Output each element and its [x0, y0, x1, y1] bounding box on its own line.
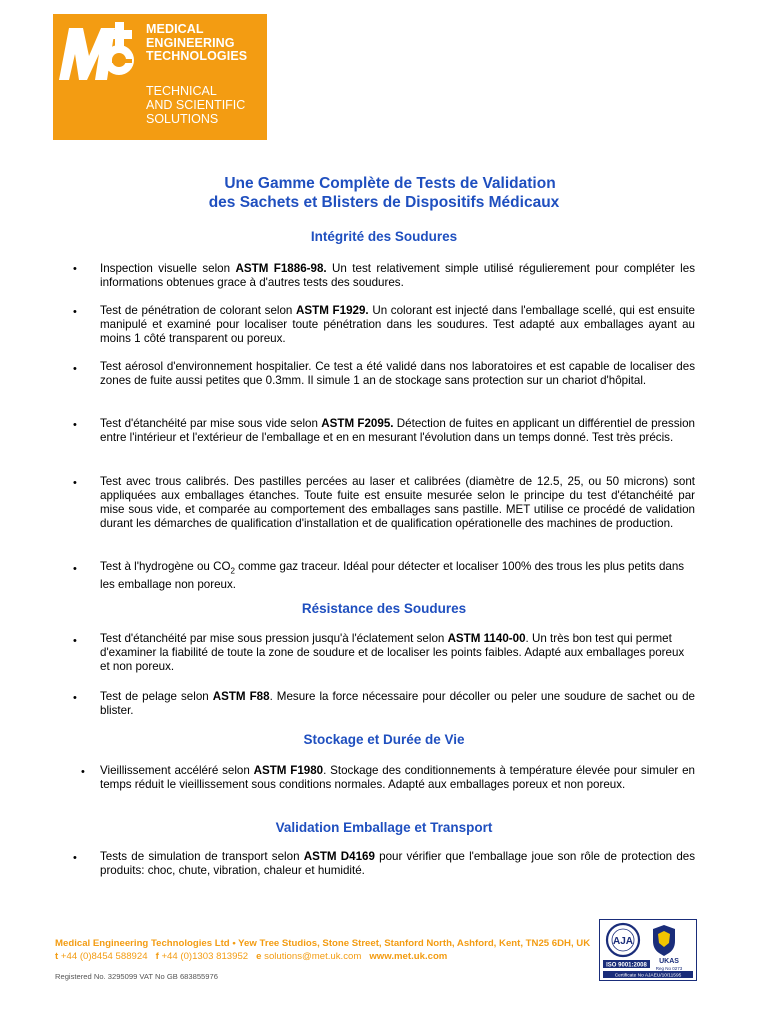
section-heading: Résistance des Soudures — [301, 601, 467, 616]
certification-badges — [599, 919, 697, 981]
section-heading: Intégrité des Soudures — [310, 229, 458, 244]
bullet-icon: • — [81, 766, 85, 778]
list-item: Tests de simulation de transport selon ASTM D4169 pour vérifier que l'emballage joue son rôle de protection des produits: choc, chute, vibration, chaleur et humidité. — [100, 850, 696, 877]
ukas-reg-text: Reg No 0273 — [655, 966, 683, 971]
list-item: Vieillissement accéléré selon ASTM F1980. Stockage des conditionnements à température élevée pour simuler en temps réduit le vieillissement sous conditions normales. Adapté aux emballages poreux et non poreux. — [100, 764, 695, 791]
list-item: Test de pelage selon ASTM F88. Mesure la force nécessaire pour décoller ou peler une soudure de sachet ou de blister. — [100, 690, 696, 717]
list-item: Test aérosol d'environnement hospitalier. Ce test a été validé dans nos laboratoires et est capable de localiser des zones de fuite aussi petites que 0.3mm. Il simule 1 an de stockage sans protection sur un chariot d'hôpital. — [100, 360, 695, 387]
company-logo — [53, 14, 267, 140]
footer-email[interactable]: solutions@met.uk.com — [264, 951, 362, 962]
logo-title: MEDICAL ENGINEERING TECHNOLOGIES — [146, 22, 248, 63]
svg-text:AJA: AJA — [612, 936, 634, 947]
list-item: Test d'étanchéité par mise sous vide selon ASTM F2095. Détection de fuites en applicant un différentiel de pression entre l'intérieur et l'extérieur de l'emballage et en en mesurant l'évolution dans un temps donné. Test très précis. — [100, 417, 695, 444]
section-heading: Validation Emballage et Transport — [275, 820, 493, 835]
title-line-2: des Sachets et Blisters de Dispositifs Médicaux — [208, 194, 560, 211]
list-item: Inspection visuelle selon ASTM F1886-98. Un test relativement simple utilisé régulierement pour compléter les informations obtenues grace à d'autres tests des soudures. — [100, 262, 696, 289]
list-item: Test de pénétration de colorant selon ASTM F1929. Un colorant est injecté dans l'emballage scellé, qui est ensuite manipulé et examiné pour localiser toute pénétration dans les soudures. Test adapté aux emballages ayant au moins 1 côté transparent ou poreux. — [100, 304, 695, 345]
footer-phone: +44 (0)8454 588924 — [60, 951, 148, 962]
bullet-icon: • — [73, 635, 77, 647]
list-item: Test à l'hydrogène ou $CO_2$ comme gaz traceur. Idéal pour détecter et localiser 100% des trous les plus petits dans les emballage non poreux. — [100, 560, 685, 592]
bullet-icon: • — [73, 363, 77, 375]
footer-address: Medical Engineering Technologies Ltd • Yew Tree Studios, Stone Street, Stanford North, Ashford, Kent, TN25 6DH, UK — [55, 938, 591, 949]
title-line-1: Une Gamme Complète de Tests de Validation — [224, 175, 556, 192]
bullet-icon: • — [73, 419, 77, 431]
section-heading: Stockage et Durée de Vie — [303, 732, 465, 747]
bullet-icon: • — [73, 692, 77, 704]
bullet-icon: • — [73, 563, 77, 575]
bullet-icon: • — [73, 852, 77, 864]
ukas-text: UKAS — [659, 958, 679, 965]
bullet-icon: • — [73, 306, 77, 318]
cert-number-text: Certificate No AJAEU/10/11595 — [614, 973, 682, 979]
footer-website[interactable]: www.met.uk.com — [369, 951, 448, 962]
list-item: Test d'étanchéité par mise sous pression jusqu'à l'éclatement selon ASTM 1140-00. Un très bon test qui permet d'examiner la fiabilité de toute la zone de soudure et de localiser les points faibles. Adapté aux emballages poreux et non poreux. — [100, 632, 685, 673]
bullet-icon: • — [73, 263, 77, 275]
footer-contact: t +44 (0)8454 588924 f +44 (0)1303 813952 e solutions@met.uk.com www.met.uk.com — [55, 951, 448, 962]
iso-cert-text: ISO 9001:2008 — [606, 962, 647, 969]
logo-subtitle: TECHNICAL AND SCIENTIFIC SOLUTIONS — [146, 84, 246, 126]
list-item: Test avec trous calibrés. Des pastilles percées au laser et calibrées (diamètre de 12.5, 25, ou 50 microns) sont appliquées aux emballages étanches. Toute fuite est ensuite mesurée selon le principe du test d'étanchéité par mise sous vide, et comparée au comportement des emballages sans pastille. MET utilise ce procédé de validation durant les démarches de qualification d'installation et de qualification opérationelle des machines de production. — [100, 475, 695, 530]
bullet-icon: • — [73, 477, 77, 489]
met-logo-mark — [57, 20, 135, 84]
footer-registration: Registered No. 3295099 VAT No GB 683855976 — [55, 972, 218, 981]
document-title — [0, 174, 768, 212]
footer-fax: +44 (0)1303 813952 — [161, 951, 249, 962]
